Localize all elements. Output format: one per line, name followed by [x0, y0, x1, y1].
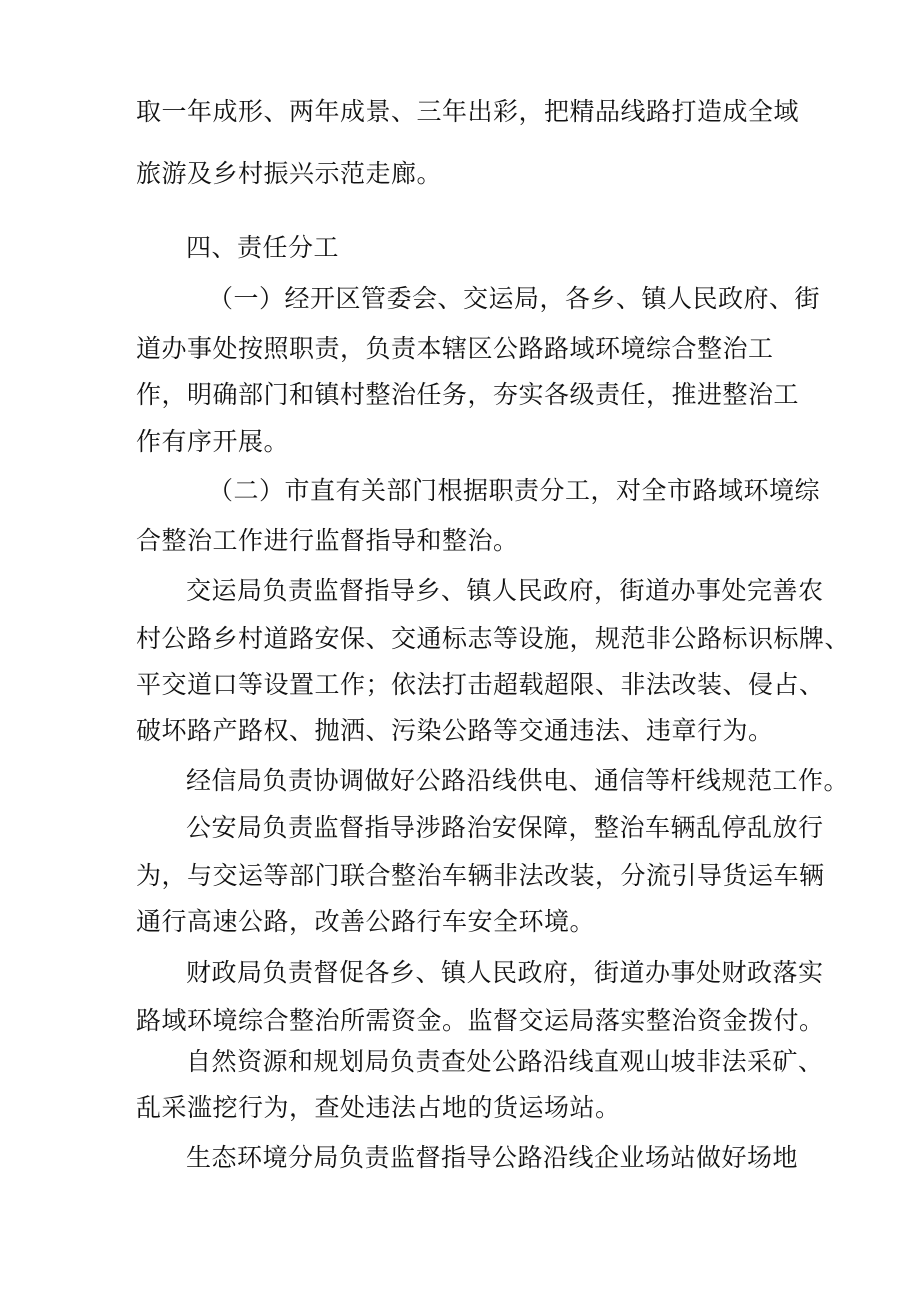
text-line: 财政局负责督促各乡、镇人民政府，街道办事处财政落实	[186, 958, 824, 987]
text-line: 自然资源和规划局负责查处公路沿线直观山坡非法采矿、	[186, 1047, 824, 1076]
text-line: 乱采滥挖行为，查处违法占地的货运场站。	[136, 1093, 621, 1122]
text-line: 旅游及乡村振兴示范走廊。	[136, 159, 443, 188]
text-line: 生态环境分局负责监督指导公路沿线企业场站做好场地	[186, 1143, 799, 1172]
text-line: 道办事处按照职责，负责本辖区公路路域环境综合整治工	[136, 334, 774, 363]
text-line: 通行高速公路，改善公路行车安全环境。	[136, 907, 596, 936]
text-line: 路域环境综合整治所需资金。监督交运局落实整治资金拨付。	[136, 1006, 825, 1035]
text-line: 平交道口等设置工作；依法打击超载超限、非法改装、侵占、	[136, 670, 825, 699]
text-line: （一）经开区管委会、交运局，各乡、镇人民政府、街	[208, 284, 821, 313]
text-line: 取一年成形、两年成景、三年出彩，把精品线路打造成全域	[136, 97, 800, 126]
text-line: 交运局负责监督指导乡、镇人民政府，街道办事处完善农	[186, 576, 824, 605]
text-line: 村公路乡村道路安保、交通标志等设施，规范非公路标识标牌、	[136, 624, 851, 653]
text-line: （二）市直有关部门根据职责分工，对全市路域环境综	[208, 476, 821, 505]
text-line: 经信局负责协调做好公路沿线供电、通信等杆线规范工作。	[186, 766, 850, 795]
text-line: 合整治工作进行监督指导和整治。	[136, 526, 519, 555]
text-line: 作有序开展。	[136, 427, 290, 456]
text-line: 为，与交运等部门联合整治车辆非法改装，分流引导货运车辆	[136, 861, 825, 890]
text-line: 作，明确部门和镇村整治任务，夯实各级责任，推进整治工	[136, 380, 800, 409]
text-line: 破坏路产路权、抛洒、污染公路等交通违法、违章行为。	[136, 716, 774, 745]
section-heading: 四、责任分工	[186, 233, 340, 262]
text-line: 公安局负责监督指导涉路治安保障，整治车辆乱停乱放行	[186, 813, 824, 842]
